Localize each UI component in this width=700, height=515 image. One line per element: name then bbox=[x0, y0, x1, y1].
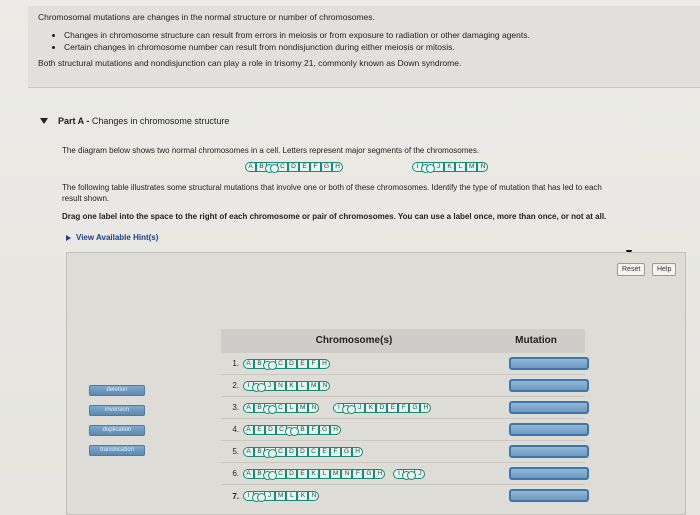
mutation-drop-zone[interactable] bbox=[509, 401, 589, 414]
view-hints-link[interactable] bbox=[66, 233, 158, 242]
part-a-label: Part A bbox=[58, 116, 84, 126]
chromosome-segment: N bbox=[275, 381, 286, 391]
chromosome-segment: E bbox=[387, 403, 398, 413]
chromosome-segment: D bbox=[286, 469, 297, 479]
chromosome-segment: G bbox=[341, 447, 352, 457]
normal-chromosome-1 bbox=[245, 162, 343, 172]
chromosome-segment: B bbox=[297, 425, 308, 435]
label-bank bbox=[89, 385, 145, 465]
chromosome-segment: D bbox=[265, 425, 276, 435]
mutant-chromosome bbox=[333, 403, 431, 413]
chromosome-segment: J bbox=[354, 403, 365, 413]
chromosome-segment: K bbox=[444, 162, 455, 172]
chromosome-segment: M bbox=[308, 381, 319, 391]
chromosome-segment: M bbox=[466, 162, 477, 172]
centromere-icon bbox=[287, 425, 297, 435]
row-number: 1. bbox=[232, 359, 239, 368]
chromosome-segment: H bbox=[319, 359, 330, 369]
chromosome-segment: H bbox=[330, 425, 341, 435]
chromosome-segment: F bbox=[308, 425, 319, 435]
chromosome-segment: G bbox=[319, 425, 330, 435]
normal-chromosome-2 bbox=[412, 162, 488, 172]
chromosome-segment: L bbox=[455, 162, 466, 172]
chromosome-segment: A bbox=[243, 359, 254, 369]
centromere-icon bbox=[265, 403, 275, 413]
chromosome-segment: A bbox=[245, 162, 256, 172]
mutation-drop-zone[interactable] bbox=[509, 423, 589, 436]
chromosome-segment: D bbox=[376, 403, 387, 413]
row-number: 5. bbox=[232, 447, 239, 456]
chromosome-segment: C bbox=[276, 425, 287, 435]
chromosome-segment: N bbox=[319, 381, 330, 391]
chromosome-segment: C bbox=[275, 359, 286, 369]
chromosome-segment: F bbox=[398, 403, 409, 413]
chromosome-segment: F bbox=[330, 447, 341, 457]
chromosome-segment: I bbox=[393, 469, 404, 479]
intro-lead: Chromosomal mutations are changes in the normal structure or number of chromosomes. bbox=[38, 12, 375, 22]
row-number: 4. bbox=[232, 425, 239, 434]
chromosome-segment: E bbox=[254, 425, 265, 435]
chromosome-segment: E bbox=[319, 447, 330, 457]
chromosome-segment: C bbox=[275, 469, 286, 479]
part-a-header[interactable] bbox=[40, 116, 229, 126]
chromosome-segment: I bbox=[243, 381, 254, 391]
label-translocation[interactable]: translocation bbox=[89, 445, 145, 456]
centromere-icon bbox=[254, 381, 264, 391]
row-number: 7. bbox=[232, 491, 239, 501]
centromere-icon bbox=[344, 403, 354, 413]
chromosome-segment: J bbox=[264, 491, 275, 501]
mutation-drop-zone[interactable] bbox=[509, 379, 589, 392]
label-duplication[interactable]: duplication bbox=[89, 425, 145, 436]
chromosome-segment: B bbox=[254, 403, 265, 413]
label-deletion[interactable]: deletion bbox=[89, 385, 145, 396]
chromosome-segment: D bbox=[297, 447, 308, 457]
chromosome-segment: G bbox=[363, 469, 374, 479]
chromosome-segment: I bbox=[412, 162, 423, 172]
centromere-icon bbox=[265, 469, 275, 479]
column-header-mutation: Mutation bbox=[487, 329, 585, 353]
label-inversion[interactable]: inversion bbox=[89, 405, 145, 416]
chromosome-segment: K bbox=[308, 469, 319, 479]
chromosome-segment: K bbox=[365, 403, 376, 413]
chromosome-segment: N bbox=[477, 162, 488, 172]
centromere-icon bbox=[265, 359, 275, 369]
chromosome-segment: F bbox=[308, 359, 319, 369]
chromosome-segment: N bbox=[308, 403, 319, 413]
mutant-chromosome bbox=[243, 469, 385, 479]
intro-bullets bbox=[38, 30, 700, 52]
centromere-icon bbox=[265, 447, 275, 457]
chromosome-segment: B bbox=[254, 447, 265, 457]
mutation-drop-zone[interactable] bbox=[509, 467, 589, 480]
chromosome-segment: H bbox=[374, 469, 385, 479]
chromosome-segment: B bbox=[256, 162, 267, 172]
drag-instructions: Drag one label into the space to the right of each chromosome or pair of chromosomes. You can use a label once, more than once, or not at all. bbox=[62, 212, 607, 221]
chromosome-segment: E bbox=[297, 359, 308, 369]
centromere-icon bbox=[267, 162, 277, 172]
mutation-drop-zone[interactable] bbox=[509, 489, 589, 502]
chromosome-segment: C bbox=[308, 447, 319, 457]
chromosome-segment: M bbox=[275, 491, 286, 501]
intro-bullet: • Certain changes in chromosome number can result from nondisjunction during either meiosis or mitosis. bbox=[64, 42, 700, 52]
expand-triangle-icon bbox=[66, 235, 71, 241]
chromosome-segment: D bbox=[286, 447, 297, 457]
mutant-chromosome bbox=[243, 403, 319, 413]
chromosome-segment: B bbox=[254, 359, 265, 369]
mutant-chromosome bbox=[243, 381, 330, 391]
chromosome-segment: G bbox=[409, 403, 420, 413]
chromosome-segment: D bbox=[286, 359, 297, 369]
chromosome-segment: E bbox=[299, 162, 310, 172]
collapse-caret-icon[interactable] bbox=[40, 118, 48, 124]
mutation-drop-zone[interactable] bbox=[509, 357, 589, 370]
chromosome-segment: J bbox=[433, 162, 444, 172]
intro-box bbox=[28, 6, 700, 88]
chromosome-segment: M bbox=[297, 403, 308, 413]
chromosome-segment: I bbox=[333, 403, 344, 413]
chromosome-segment: N bbox=[341, 469, 352, 479]
row-number: 3. bbox=[232, 403, 239, 412]
chromosome-segment: J bbox=[264, 381, 275, 391]
row-number: 6. bbox=[232, 469, 239, 478]
drag-drop-workspace bbox=[66, 252, 686, 515]
chromosome-segment: A bbox=[243, 469, 254, 479]
diagram-intro: The diagram below shows two normal chromosomes in a cell. Letters represent major segments of the chromosomes. bbox=[62, 146, 480, 155]
chromosome-segment: M bbox=[330, 469, 341, 479]
chromosome-segment: L bbox=[286, 403, 297, 413]
chromosome-segment: H bbox=[420, 403, 431, 413]
chromosome-segment: H bbox=[332, 162, 343, 172]
intro-trailing: Both structural mutations and nondisjunction can play a role in trisomy 21, commonly known as Down syndrome. bbox=[38, 58, 462, 68]
chromosome-segment: L bbox=[319, 469, 330, 479]
chromosome-segment: L bbox=[286, 491, 297, 501]
chromosome-segment: N bbox=[308, 491, 319, 501]
chromosome-segment: A bbox=[243, 425, 254, 435]
mutant-chromosome bbox=[243, 491, 319, 501]
chromosome-segment: C bbox=[277, 162, 288, 172]
chromosome-segment: H bbox=[352, 447, 363, 457]
chromosome-segment: K bbox=[297, 491, 308, 501]
chromosome-segment: I bbox=[243, 491, 254, 501]
hints-link-text: View Available Hint(s) bbox=[76, 233, 159, 242]
chromosome-segment: L bbox=[297, 381, 308, 391]
chromosome-segment: F bbox=[310, 162, 321, 172]
reset-button[interactable]: Reset bbox=[617, 263, 645, 276]
intro-bullet: • Changes in chromosome structure can result from errors in meiosis or from exposure to radiation or other damaging agents. bbox=[64, 30, 700, 40]
mutant-chromosome bbox=[243, 359, 330, 369]
chromosome-segment: G bbox=[321, 162, 332, 172]
table-intro-cont: result shown. bbox=[62, 194, 110, 203]
chromosome-segment: E bbox=[297, 469, 308, 479]
centromere-icon bbox=[254, 491, 264, 501]
mutant-chromosome bbox=[243, 425, 341, 435]
centromere-icon bbox=[423, 162, 433, 172]
chromosome-segment: K bbox=[286, 381, 297, 391]
chromosome-segment: D bbox=[288, 162, 299, 172]
centromere-icon bbox=[404, 469, 414, 479]
chromosome-segment: C bbox=[275, 447, 286, 457]
chromosome-segment: F bbox=[352, 469, 363, 479]
chromosome-segment: A bbox=[243, 447, 254, 457]
help-button[interactable]: Help bbox=[652, 263, 676, 276]
mutation-drop-zone[interactable] bbox=[509, 445, 589, 458]
row-number: 2. bbox=[232, 381, 239, 390]
table-intro: The following table illustrates some structural mutations that involve one or both of these chromosomes. Identify the type of mutation that has led to each bbox=[62, 183, 602, 192]
chromosome-segment: B bbox=[254, 469, 265, 479]
part-a-separator: - bbox=[83, 116, 92, 126]
mutant-chromosome bbox=[243, 447, 363, 457]
mutant-chromosome bbox=[393, 469, 425, 479]
part-a-title: Changes in chromosome structure bbox=[91, 116, 230, 126]
chromosome-segment: J bbox=[414, 469, 425, 479]
chromosome-segment: C bbox=[275, 403, 286, 413]
chromosome-segment: A bbox=[243, 403, 254, 413]
column-header-chromosomes: Chromosome(s) bbox=[221, 329, 487, 353]
